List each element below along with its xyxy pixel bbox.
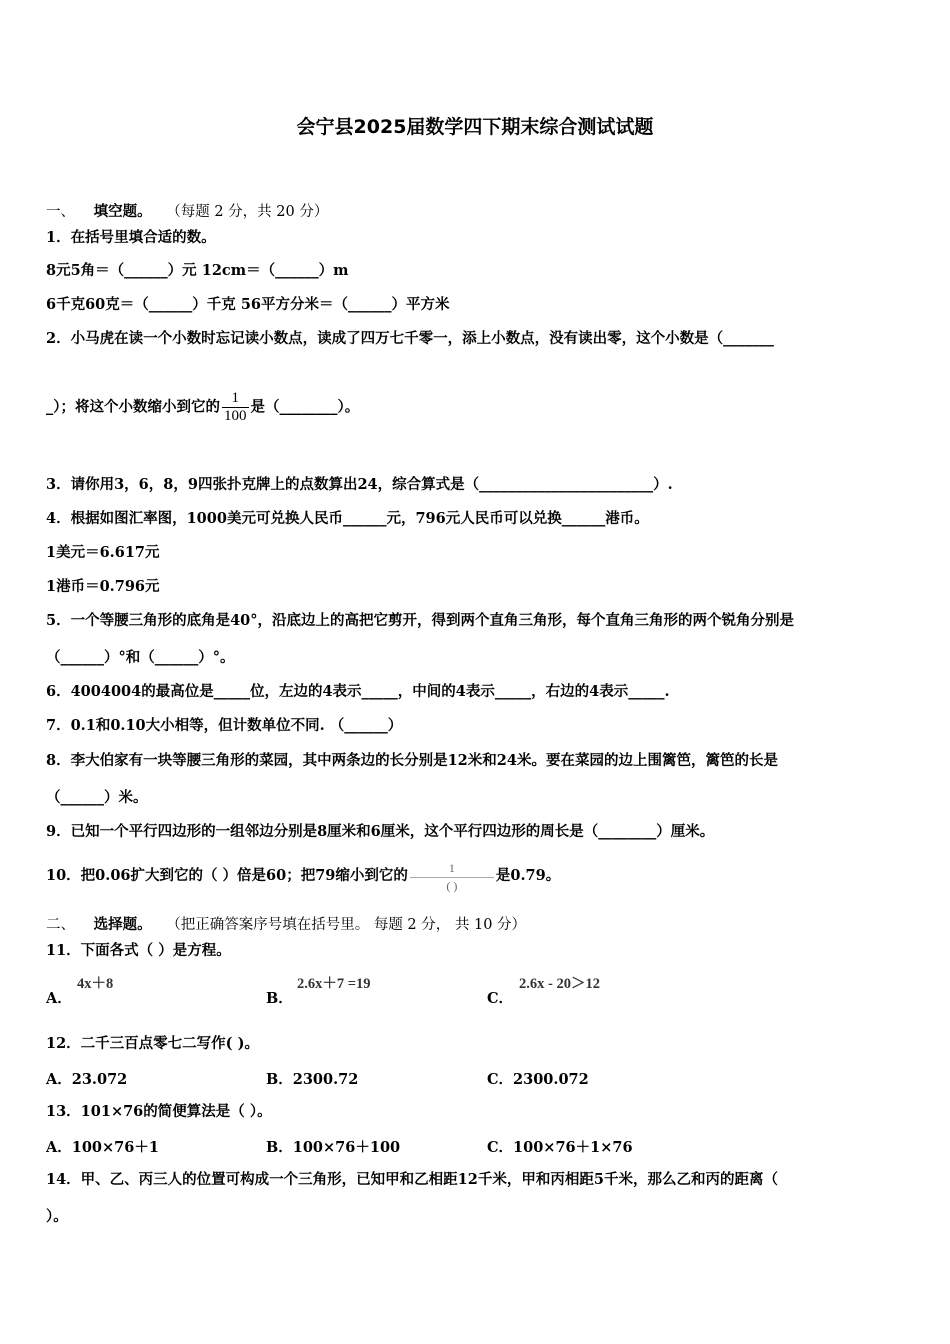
question-9: 9．已知一个平行四边形的一组邻边分别是8厘米和6厘米，这个平行四边形的周长是（________）厘米。 [46, 823, 715, 840]
section-2-heading [46, 915, 526, 935]
section-2-number: 二、 [46, 917, 75, 933]
question-1-stem: 1．在括号里填合适的数。 [46, 229, 216, 246]
question-12-option-c: C．2300.072 [487, 1071, 589, 1088]
question-2-line-2 [46, 390, 359, 425]
question-10-text-after: 是0.79。 [495, 867, 561, 884]
question-10 [46, 860, 560, 892]
question-5-line-2: （______）°和（______）°。 [46, 649, 235, 666]
section-2-note: （把正确答案序号填在括号里。 每题 2 分， 共 10 分） [166, 917, 527, 933]
question-8-line-2: （______）米。 [46, 789, 148, 806]
question-13-option-b: B．100×76＋100 [266, 1139, 401, 1156]
question-13-option-c: C．100×76＋1×76 [487, 1139, 633, 1156]
question-12-stem: 12．二千三百点零七二写作( )。 [46, 1035, 259, 1052]
blank-fraction-numerator: 1 [448, 861, 455, 875]
question-2-line-1: 2．小马虎在读一个小数时忘记读小数点，读成了四万七千零一，添上小数点，没有读出零，这个小数是（_______ [46, 330, 774, 347]
question-3: 3．请你用3，6，8，9四张扑克牌上的点数算出24，综合算式是（________________________）. [46, 476, 673, 493]
question-14-line-1: 14．甲、乙、丙三人的位置可构成一个三角形，已知甲和乙相距12千米，甲和丙相距5千米，那么乙和丙的距离（ [46, 1171, 778, 1188]
question-11-option-b-expression: 2.6x＋7 =19 [297, 976, 371, 992]
section-1-name: 填空题。 [93, 203, 152, 220]
blank-fraction [410, 860, 494, 892]
question-11-option-a-expression: 4x＋8 [77, 976, 114, 992]
question-11-option-a-label: A． [46, 990, 72, 1007]
question-1-line-2: 6千克60克＝（______）千克 56平方分米＝（______）平方米 [46, 296, 450, 313]
question-13-option-a: A．100×76＋1 [46, 1139, 159, 1156]
exchange-rate-usd: 1美元＝6.617元 [46, 544, 160, 561]
fraction-denominator: 100 [224, 408, 247, 424]
question-6: 6．4004004的最高位是_____位，左边的4表示_____，中间的4表示_____，右边的4表示_____. [46, 683, 670, 700]
question-12-option-a: A．23.072 [46, 1071, 128, 1088]
question-8-line-1: 8．李大伯家有一块等腰三角形的菜园，其中两条边的长分别是12米和24米。要在菜园的边上围篱笆，篱笆的长是 [46, 752, 778, 769]
exchange-rate-hkd: 1港币＝0.796元 [46, 578, 160, 595]
question-10-text-before: 10．把0.06扩大到它的（ ）倍是60；把79缩小到它的 [46, 867, 408, 884]
section-1-heading [46, 202, 328, 222]
question-14-line-2: ）。 [46, 1208, 68, 1225]
section-1-note: （每题 2 分，共 20 分） [166, 204, 329, 220]
question-5-line-1: 5．一个等腰三角形的底角是40°，沿底边上的高把它剪开，得到两个直角三角形，每个直角三角形的两个锐角分别是 [46, 612, 795, 629]
question-11-option-c-label: C． [487, 990, 514, 1007]
question-11-option-c-expression: 2.6x - 20＞12 [519, 976, 600, 992]
question-11-option-b-label: B． [266, 990, 293, 1007]
one-hundredth-fraction [222, 390, 249, 425]
question-4-stem: 4．根据如图汇率图，1000美元可兑换人民币______元，796元人民币可以兑换______港币。 [46, 510, 649, 527]
section-1-number: 一、 [46, 204, 75, 220]
question-11-stem: 11．下面各式（ ）是方程。 [46, 942, 231, 959]
blank-fraction-denominator: ( ) [410, 877, 494, 892]
question-12-option-b: B．2300.72 [266, 1071, 359, 1088]
question-1-line-1: 8元5角＝（______）元 12cm＝（______）m [46, 262, 349, 279]
page-title: 会宁县2025届数学四下期末综合测试试题 [296, 116, 654, 138]
section-2-name: 选择题。 [93, 916, 152, 933]
fraction-numerator: 1 [231, 390, 239, 406]
question-7: 7．0.1和0.10大小相等，但计数单位不同. （______） [46, 717, 403, 734]
question-2-text-before: _）；将这个小数缩小到它的 [46, 398, 220, 416]
question-2-text-after: 是（________）。 [250, 398, 360, 416]
question-13-stem: 13．101×76的简便算法是（ ）。 [46, 1103, 272, 1120]
